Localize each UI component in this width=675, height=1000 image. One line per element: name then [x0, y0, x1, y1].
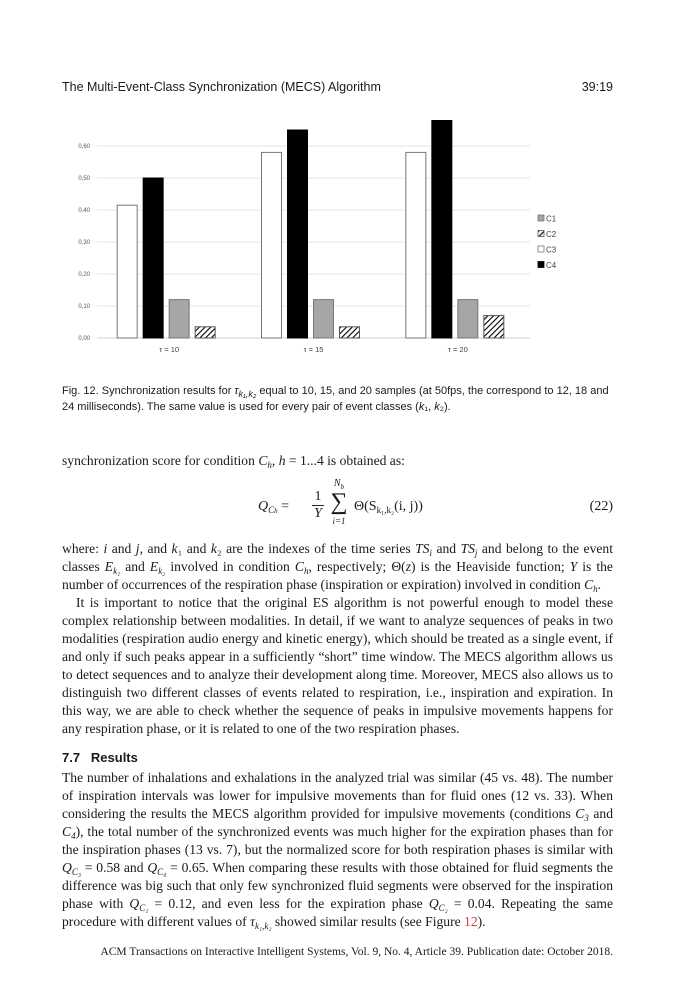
header-title: The Multi-Event-Class Synchronization (MECS) Algorithm — [62, 80, 381, 94]
legend-label: C1 — [546, 214, 557, 224]
text-run: = 0.65. When comparing these results with those obtained for fluid segments the difference was big such that only few synchronized fluid segments were observed for the inspiration phase with — [62, 860, 613, 911]
text-run: = 1...4 is obtained as: — [285, 453, 405, 468]
math-symbol: k — [171, 541, 178, 556]
bar-c2 — [340, 327, 360, 338]
running-header — [62, 80, 613, 94]
paragraph-results — [62, 769, 613, 931]
eq-lhs-sub: C — [268, 505, 275, 515]
text-run: = 0.12, and even less for the expiration phase — [148, 896, 429, 911]
legend-label: C2 — [546, 230, 557, 239]
text-run: showed similar results (see Figure — [271, 914, 465, 929]
bar-c1 — [314, 300, 334, 338]
text-run: and — [588, 806, 613, 821]
y-tick-label: 0,60 — [78, 144, 90, 150]
y-tick-label: 0,20 — [78, 272, 90, 278]
text-run: ) is the Heaviside function; — [410, 559, 570, 574]
eq-sum-top-sub: b — [340, 483, 345, 491]
legend-swatch-c4 — [538, 262, 544, 268]
math-symbol: $C_h$ — [294, 559, 309, 576]
text-run: and — [120, 559, 150, 574]
text-run: , respectively; Θ( — [308, 559, 406, 574]
eq-body-sub: k₁,k₂ — [376, 505, 395, 515]
text-run: = 0.58 and — [80, 860, 148, 875]
bar-chart — [55, 120, 615, 370]
legend-swatch-c1 — [538, 215, 544, 221]
math-symbol: k — [434, 401, 440, 413]
sigma-symbol: ∑ — [330, 489, 348, 515]
math-symbol: $\tau_{k_1,k_2}$ — [250, 914, 272, 931]
equation-22: $Q_{Ch}$ = $\frac{1}{Y}$ $N_b$ ∑ i=1 $\Theta(S_{k_1,k_2}(i$, j)) (22) — [258, 478, 613, 526]
legend-label: C3 — [546, 245, 557, 255]
x-tick-label: τ = 20 — [447, 345, 468, 354]
text-run: is the number of occurrences of the respiration phase (inspiration or expiration) involved in condition — [62, 559, 613, 592]
text-run: synchronization score for condition — [62, 453, 259, 468]
math-symbol: $Q_{C_2}$ — [428, 896, 448, 913]
math-symbol: $E_{k_1}$ — [104, 559, 121, 576]
eq-body-end: (i, j)) — [394, 499, 423, 514]
math-symbol: Y — [569, 559, 578, 574]
text-run: ₂). — [439, 401, 451, 413]
x-tick-label: τ = 15 — [303, 345, 324, 354]
text-run: and — [107, 541, 136, 556]
bar-c4 — [288, 130, 308, 338]
math-symbol: j — [135, 541, 140, 556]
y-tick-label: 0,00 — [78, 336, 90, 342]
text-run: Fig. 12. Synchronization results for — [62, 385, 235, 397]
bar-c3 — [406, 152, 426, 338]
figure-link[interactable]: 12 — [464, 914, 478, 929]
intro-text — [62, 452, 613, 470]
body-flow — [62, 540, 613, 959]
figure-caption — [62, 383, 613, 415]
math-symbol: $C_4$ — [62, 824, 76, 841]
eq-denominator: Y — [314, 506, 322, 521]
text-run: equal to 10, 15, and 20 samples (at 50fps, the correspond to 12, 18 and 24 milliseconds). The same value is used for every pair of event classes ( — [62, 385, 609, 413]
math-symbol: $\tau_{k_1,k_2}$ — [234, 385, 257, 399]
section-heading: 7.7 Results — [62, 750, 138, 765]
math-symbol: k — [418, 401, 425, 413]
math-symbol: $E_{k_2}$ — [149, 559, 166, 576]
math-symbol: $Q_{C_3}$ — [62, 860, 81, 877]
math-symbol: $TS_i$ — [415, 541, 432, 558]
math-symbol: k — [210, 541, 217, 556]
bar-c1 — [169, 300, 189, 338]
text-run: , and — [139, 541, 172, 556]
equation-number: (22) — [589, 499, 613, 514]
text-run: ₂ are the indexes of the time series — [216, 541, 416, 556]
y-tick-label: 0,10 — [78, 304, 90, 310]
legend-swatch-c2 — [538, 231, 544, 237]
y-tick-label: 0,40 — [78, 208, 90, 214]
text-run: , — [271, 453, 279, 468]
text-run: ). — [477, 914, 486, 929]
text-run: = 0.04. Repeating the same procedure with different values of — [62, 896, 613, 929]
eq-sum-top: N — [333, 478, 341, 489]
text-run: It is important to notice that the original ES algorithm is not powerful enough to model these complex relationship between modalities. In detail, if we want to analyze sequences of peaks in two modalities (respiration audio energy and kinetic energy), which should be treated as a single event, if and only if such peaks appear in a sufficiently “short” time window. The MECS algorithm allows us to detect sequences and to analyze their development along time. Moreover, MECS also allows us to distinguish two different classes of events related to respiration, i.e., inspiration and expiration. In this way, we are able to check whether the sequence of peaks in impulsive movements happens for any respiration phase, or it is related to one of the two respiration phases. — [62, 595, 613, 736]
eq-lhs: Q — [258, 499, 269, 514]
paragraph-es-algorithm — [62, 594, 613, 738]
eq-lhs-subsub: h — [274, 507, 278, 515]
bar-c2 — [484, 316, 504, 338]
paragraph-where — [62, 540, 613, 594]
math-symbol: h — [278, 453, 286, 468]
x-tick-label: τ = 10 — [159, 345, 180, 354]
text-run: where: — [62, 541, 104, 556]
eq-numerator: 1 — [312, 489, 324, 506]
text-run: involved in condition — [165, 559, 295, 574]
text-run: . — [597, 577, 602, 592]
y-tick-label: 0,50 — [78, 176, 90, 182]
text-run: ₁, — [424, 401, 435, 413]
bar-c1 — [458, 300, 478, 338]
bar-c2 — [195, 327, 215, 338]
math-symbol: $C_3$ — [575, 806, 589, 823]
text-run: ), the total number of the synchronized events was much higher for the expiration phases than for the inspiration phases (13 vs. 7), but the normalized score for both respiration phases is similar with — [62, 824, 613, 857]
bar-c4 — [432, 120, 452, 338]
bar-c4 — [143, 178, 163, 338]
text-run: ₁ and — [177, 541, 211, 556]
math-symbol: $C_h$ — [258, 453, 272, 470]
text-run: and belong to the event classes — [62, 541, 613, 574]
bar-c3 — [117, 205, 137, 338]
math-symbol: $Q_{C_4}$ — [147, 860, 167, 877]
text-run: The number of inhalations and exhalations in the analyzed trial was similar (45 vs. 48). The number of inspiration intervals was lower for impulsive movements than for fluid ones (12 vs. 33). When considering the results the MECS algorithm provided for impulsive movements (conditions — [62, 770, 613, 821]
text-run: and — [432, 541, 461, 556]
math-symbol: i — [103, 541, 108, 556]
math-symbol: $TS_j$ — [460, 541, 478, 558]
eq-sum-bottom: i=1 — [332, 516, 346, 526]
math-symbol: z — [405, 559, 411, 574]
legend-swatch-c3 — [538, 246, 544, 252]
footer: ACM Transactions on Interactive Intelligent Systems, Vol. 9, No. 4, Article 39. Publication date: October 2018. — [100, 946, 613, 958]
legend-label: C4 — [546, 261, 557, 270]
y-tick-label: 0,30 — [78, 240, 90, 246]
bar-c3 — [262, 152, 282, 338]
math-symbol: $C_h$ — [584, 577, 598, 594]
page-number: 39:19 — [581, 80, 613, 94]
math-symbol: $Q_{C_1}$ — [129, 896, 149, 913]
eq-body: Θ(S — [354, 499, 377, 514]
